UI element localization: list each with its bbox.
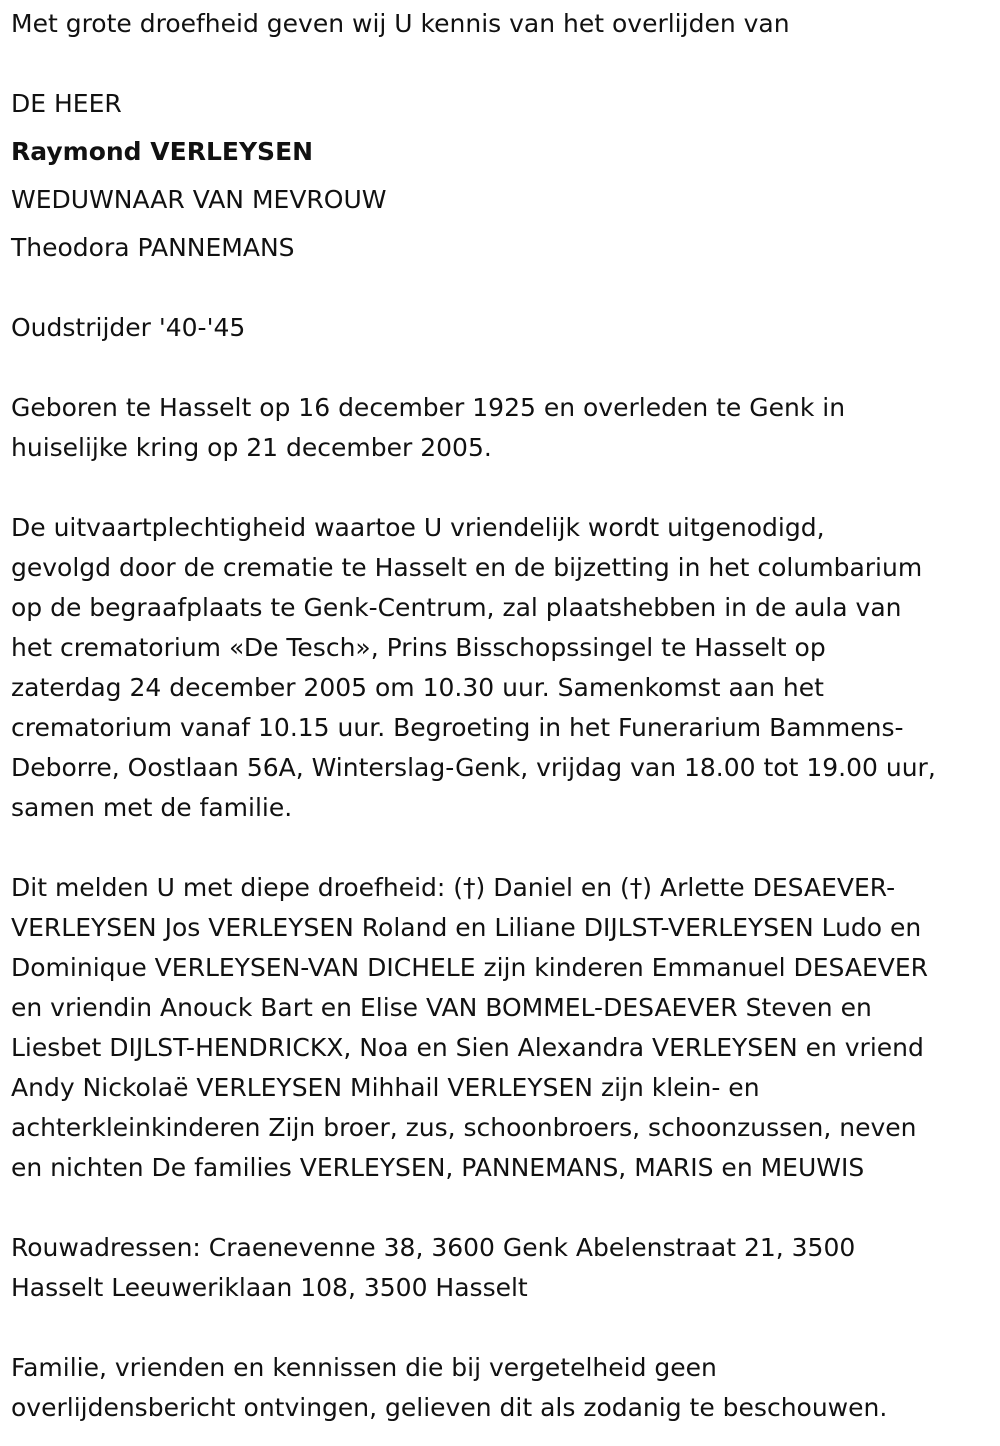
family-paragraph [11, 868, 988, 1188]
family-line: Liesbet DIJLST-HENDRICKX, Noa en Sien Alexandra VERLEYSEN en vriend [11, 1033, 924, 1062]
family-line: Dominique VERLEYSEN-VAN DICHELE zijn kinderen Emmanuel DESAEVER [11, 953, 929, 982]
ceremony-line: op de begraafplaats te Genk-Centrum, zal plaatshebben in de aula van [11, 593, 902, 622]
ceremony-line: het crematorium «De Tesch», Prins Bisschopssingel te Hasselt op [11, 633, 826, 662]
ceremony-paragraph [11, 508, 988, 828]
spouse-name: Theodora PANNEMANS [11, 233, 295, 262]
closing-paragraph [11, 1348, 988, 1428]
deceased-name: Raymond VERLEYSEN [11, 137, 314, 166]
honorific: DE HEER [11, 89, 122, 118]
widower-label: WEDUWNAAR VAN MEVROUW [11, 185, 387, 214]
closing-line: Familie, vrienden en kennissen die bij vergetelheid geen [11, 1353, 717, 1382]
family-line: Dit melden U met diepe droefheid: (†) Daniel en (†) Arlette DESAEVER- [11, 873, 896, 902]
birth-death-line: huiselijke kring op 21 december 2005. [11, 433, 492, 462]
addresses-paragraph [11, 1228, 988, 1308]
veteran-line: Oudstrijder '40-'45 [11, 313, 246, 342]
birth-death-line: Geboren te Hasselt op 16 december 1925 en overleden te Genk in [11, 393, 846, 422]
ceremony-line: crematorium vanaf 10.15 uur. Begroeting in het Funerarium Bammens- [11, 713, 904, 742]
address-line: Hasselt Leeuweriklaan 108, 3500 Hasselt [11, 1273, 528, 1302]
deceased-block [11, 84, 988, 268]
intro-text [11, 4, 988, 44]
family-line: en nichten De families VERLEYSEN, PANNEMANS, MARIS en MEUWIS [11, 1153, 865, 1182]
family-line: VERLEYSEN Jos VERLEYSEN Roland en Liliane DIJLST-VERLEYSEN Ludo en [11, 913, 922, 942]
ceremony-line: De uitvaartplechtigheid waartoe U vriendelijk wordt uitgenodigd, [11, 513, 825, 542]
ceremony-line: zaterdag 24 december 2005 om 10.30 uur. Samenkomst aan het [11, 673, 824, 702]
family-line: Andy Nickolaë VERLEYSEN Mihhail VERLEYSEN zijn klein- en [11, 1073, 760, 1102]
ceremony-line: Deborre, Oostlaan 56A, Winterslag-Genk, vrijdag van 18.00 tot 19.00 uur, [11, 753, 936, 782]
birth-death-paragraph [11, 388, 988, 468]
family-line: achterkleinkinderen Zijn broer, zus, schoonbroers, schoonzussen, neven [11, 1113, 917, 1142]
intro-line: Met grote droefheid geven wij U kennis van het overlijden van [11, 9, 790, 38]
ceremony-line: gevolgd door de crematie te Hasselt en de bijzetting in het columbarium [11, 553, 923, 582]
closing-line: overlijdensbericht ontvingen, gelieven dit als zodanig te beschouwen. [11, 1393, 888, 1422]
veteran-text [11, 308, 988, 348]
ceremony-line: samen met de familie. [11, 793, 293, 822]
address-line: Rouwadressen: Craenevenne 38, 3600 Genk Abelenstraat 21, 3500 [11, 1233, 856, 1262]
family-line: en vriendin Anouck Bart en Elise VAN BOMMEL-DESAEVER Steven en [11, 993, 872, 1022]
